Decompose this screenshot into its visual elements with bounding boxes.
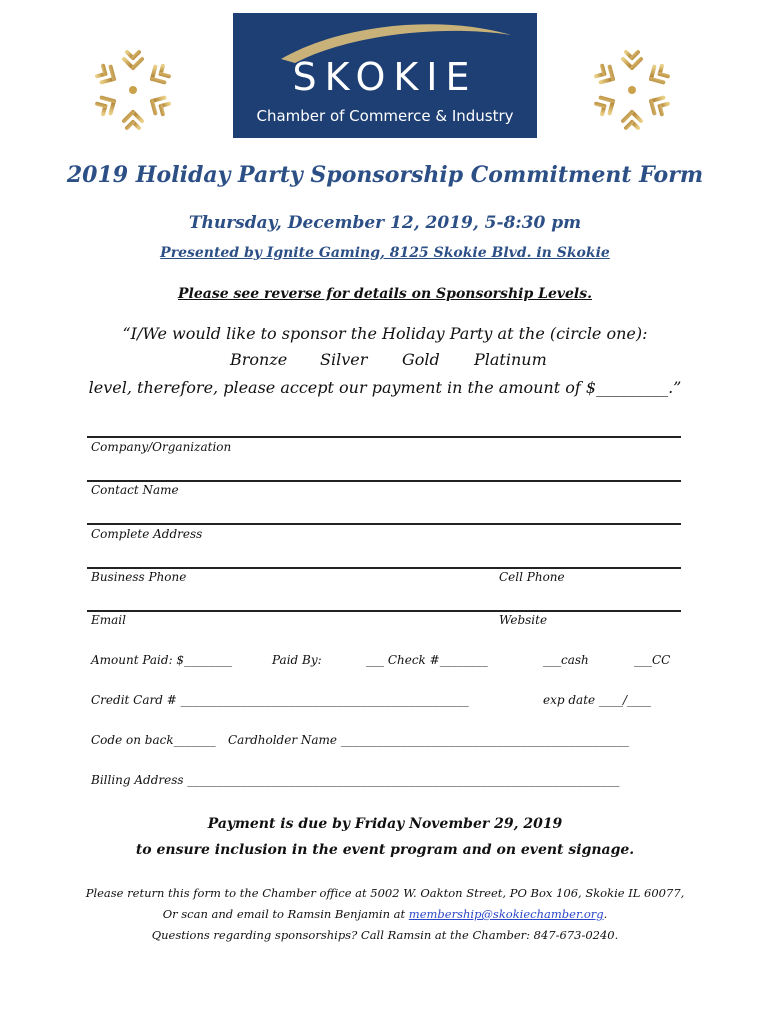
- logo-wordmark: SKOKIE: [292, 55, 478, 99]
- cc-option[interactable]: ___CC: [634, 653, 671, 667]
- pledge-line-3: level, therefore, please accept our payment in the amount of $_________.”: [88, 378, 682, 397]
- right-snowflake-icon: [587, 44, 677, 136]
- presented-by: Presented by Ignite Gaming, 8125 Skokie Blvd. in Skokie: [160, 245, 610, 261]
- page-title: 2019 Holiday Party Sponsorship Commitment Form: [66, 162, 704, 188]
- left-snowflake-icon: [88, 44, 178, 136]
- event-date: Thursday, December 12, 2019, 5-8:30 pm: [188, 213, 582, 233]
- level-gold[interactable]: Gold: [402, 350, 440, 369]
- level-silver[interactable]: Silver: [320, 350, 368, 369]
- membership-email-link[interactable]: membership@skokiechamber.org: [408, 907, 604, 921]
- check-field[interactable]: ___ Check #________: [366, 653, 488, 667]
- level-bronze[interactable]: Bronze: [230, 350, 288, 369]
- due-line-2: to ensure inclusion in the event program and on event signage.: [135, 842, 635, 858]
- chamber-logo: [233, 13, 537, 138]
- form-rule: [87, 480, 681, 482]
- level-platinum[interactable]: Platinum: [474, 350, 547, 369]
- footer-line-2-prefix: Or scan and email to Ramsin Benjamin at: [162, 907, 406, 921]
- form-rule: [87, 610, 681, 612]
- cell-phone-field[interactable]: Cell Phone: [499, 570, 565, 584]
- footer-line-2: [0, 907, 770, 921]
- code-on-back-field[interactable]: Code on back_______: [91, 733, 216, 747]
- business-phone-field[interactable]: Business Phone: [91, 570, 187, 584]
- billing-address-field[interactable]: Billing Address ________________________________________________________________________: [91, 773, 620, 787]
- exp-date-field[interactable]: exp date ____/____: [543, 693, 651, 707]
- footer-line-3: Questions regarding sponsorships? Call Ramsin at the Chamber: 847-673-0240.: [151, 928, 619, 942]
- cardholder-name-field[interactable]: Cardholder Name ________________________________________________: [228, 733, 629, 747]
- paid-by-label: Paid By:: [272, 653, 322, 667]
- address-field[interactable]: Complete Address: [91, 527, 203, 541]
- logo-subtitle: Chamber of Commerce & Industry: [256, 107, 514, 125]
- amount-paid-field[interactable]: Amount Paid: $________: [91, 653, 233, 667]
- footer-line-1: Please return this form to the Chamber office at 5002 W. Oakton Street, PO Box 106, Skokie IL 60077,: [85, 886, 685, 900]
- email-field[interactable]: Email: [91, 613, 126, 627]
- contact-name-field[interactable]: Contact Name: [91, 483, 179, 497]
- cash-option[interactable]: ___cash: [543, 653, 589, 667]
- pledge-line-1: “I/We would like to sponsor the Holiday Party at the (circle one):: [122, 324, 648, 343]
- website-field[interactable]: Website: [499, 613, 548, 627]
- due-line-1: Payment is due by Friday November 29, 2019: [207, 816, 563, 832]
- reverse-note: Please see reverse for details on Sponsorship Levels.: [178, 286, 592, 302]
- form-rule: [87, 436, 681, 438]
- form-rule: [87, 567, 681, 569]
- form-rule: [87, 523, 681, 525]
- company-field[interactable]: Company/Organization: [91, 440, 232, 454]
- credit-card-field[interactable]: Credit Card # ________________________________________________: [91, 693, 469, 707]
- footer-line-2-suffix: .: [603, 907, 608, 921]
